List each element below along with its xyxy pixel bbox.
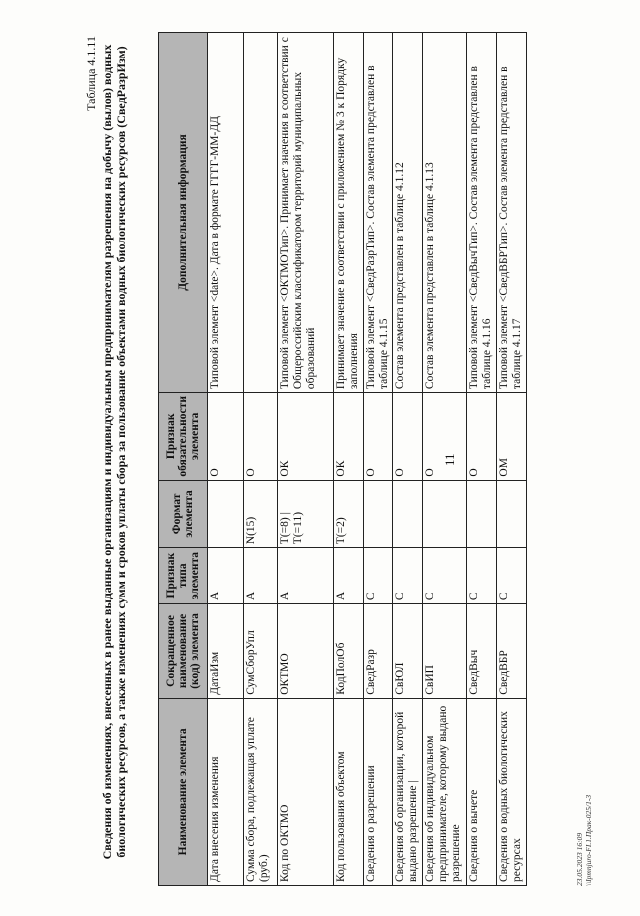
- cell-code: СвЮЛ: [393, 604, 423, 699]
- table-row: [393, 33, 423, 886]
- cell-name: Сумма сбора, подлежащая уплате (руб.): [244, 698, 278, 885]
- cell-type: С: [393, 548, 423, 604]
- print-stamp: [575, 795, 593, 886]
- cell-type: С: [423, 548, 467, 604]
- cell-name: Сведения о разрешении: [364, 698, 393, 885]
- cell-extra: Типовой элемент <ОКТМОТип>. Принимает значения в соответствии с Общероссийским классификатором территорий муниципальных образований: [278, 33, 334, 393]
- header-name: Наименование элемента: [159, 698, 208, 885]
- cell-name: Сведения о водных биологических ресурсах: [497, 698, 527, 885]
- cell-extra: Типовой элемент <date>. Дата в формате ГГГГ-ММ-ДД: [208, 33, 244, 393]
- cell-extra: Типовой элемент <СведВычТип>. Состав элемента представлен в таблице 4.1.16: [467, 33, 497, 393]
- elements-table: [158, 32, 527, 886]
- cell-code: ОКТМО: [278, 604, 334, 699]
- cell-type: А: [244, 548, 278, 604]
- header-extra: Дополнительная информация: [159, 33, 208, 393]
- cell-type: А: [208, 548, 244, 604]
- table-row: [467, 33, 497, 886]
- table-row: [208, 33, 244, 886]
- cell-extra: Принимает значение в соответствии с приложением № 3 к Порядку заполнения: [334, 33, 364, 393]
- table-row: [423, 33, 467, 886]
- table-row: [278, 33, 334, 886]
- cell-required: О: [364, 393, 393, 481]
- header-required: Признак обязательности элемента: [159, 393, 208, 481]
- table-title: Сведения об изменениях, внесенных в ранее выданные организациям и индивидуальным предпринимателям разрешения на добычу (вылов) водных биологических ресурсов, а также изменениях сумм и сроков уплаты сбора за пользование объектами водных биологических ресурсов (СведРазрИзм): [100, 44, 128, 860]
- cell-type: А: [334, 548, 364, 604]
- table-header-row: [159, 33, 208, 886]
- cell-required: О: [423, 393, 467, 481]
- cell-type: С: [497, 548, 527, 604]
- table-row: [497, 33, 527, 886]
- cell-extra: Состав элемента представлен в таблице 4.1.13: [423, 33, 467, 393]
- cell-extra: Типовой элемент <СведРазрТип>. Состав элемента представлен в таблице 4.1.15: [364, 33, 393, 393]
- cell-format: N(15): [244, 480, 278, 548]
- table-row: [244, 33, 278, 886]
- table-number: Таблица 4.1.11: [84, 36, 98, 111]
- cell-name: Сведения об организации, которой выдано разрешение |: [393, 698, 423, 885]
- cell-required: О: [393, 393, 423, 481]
- cell-format: [423, 480, 467, 548]
- cell-name: Дата внесения изменения: [208, 698, 244, 885]
- cell-format: [208, 480, 244, 548]
- cell-name: Сведения об индивидуальном предпринимателе, которому выдано разрешение: [423, 698, 467, 885]
- page-number: 11: [442, 453, 457, 466]
- cell-code: СумСборУпл: [244, 604, 278, 699]
- header-code: Сокращенное наименование (код) элемента: [159, 604, 208, 699]
- cell-required: О: [208, 393, 244, 481]
- cell-required: О: [467, 393, 497, 481]
- cell-required: ОМ: [497, 393, 527, 481]
- cell-name: Код пользования объектом: [334, 698, 364, 885]
- cell-name: Сведения о вычете: [467, 698, 497, 885]
- cell-code: ДатаИзм: [208, 604, 244, 699]
- cell-format: T(=2): [334, 480, 364, 548]
- stamp-date: 23.05.2023 16:09: [575, 832, 584, 886]
- cell-required: ОК: [334, 393, 364, 481]
- cell-format: [393, 480, 423, 548]
- header-type: Признак типа элемента: [159, 548, 208, 604]
- table-row: [334, 33, 364, 886]
- cell-type: А: [278, 548, 334, 604]
- cell-format: [467, 480, 497, 548]
- cell-type: С: [364, 548, 393, 604]
- cell-code: СведРазр: [364, 604, 393, 699]
- stamp-path: \\Ipmnjuro-FI.1.Прак-025/1-3: [584, 794, 593, 886]
- cell-code: СвИП: [423, 604, 467, 699]
- cell-format: T(=8) | T(=11): [278, 480, 334, 548]
- cell-format: [497, 480, 527, 548]
- cell-extra: Типовой элемент <СведВБРТип>. Состав элемента представлен в таблице 4.1.17: [497, 33, 527, 393]
- table-row: [364, 33, 393, 886]
- cell-name: Код по ОКТМО: [278, 698, 334, 885]
- cell-format: [364, 480, 393, 548]
- cell-code: СведВБР: [497, 604, 527, 699]
- header-format: Формат элемента: [159, 480, 208, 548]
- cell-code: СведВыч: [467, 604, 497, 699]
- cell-code: КодПолОб: [334, 604, 364, 699]
- cell-type: С: [467, 548, 497, 604]
- cell-required: ОК: [278, 393, 334, 481]
- cell-extra: Состав элемента представлен в таблице 4.1.12: [393, 33, 423, 393]
- cell-extra: [244, 33, 278, 393]
- cell-required: О: [244, 393, 278, 481]
